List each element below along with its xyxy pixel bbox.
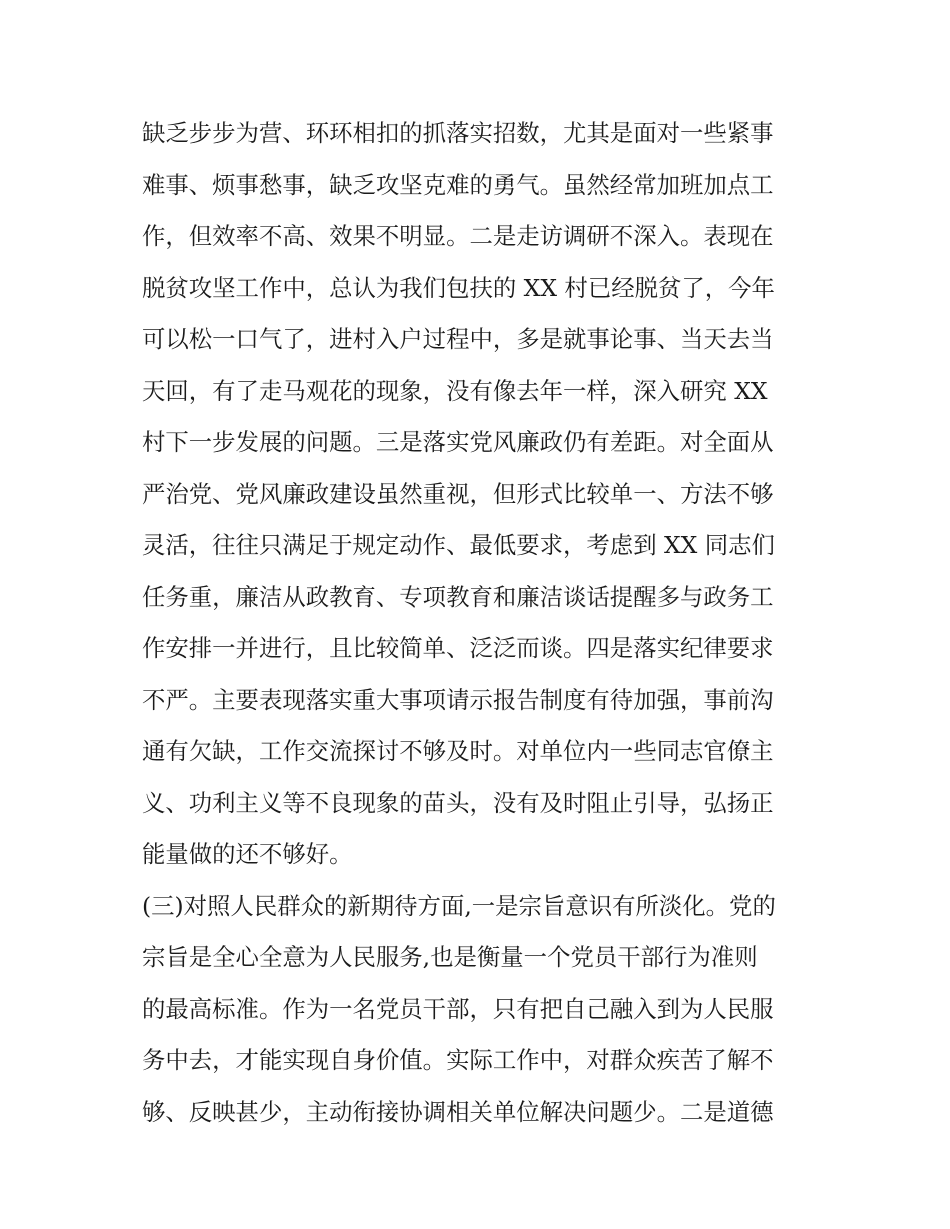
text-line: 难事、烦事愁事，缺乏攻坚克难的勇气。虽然经常加班加点工 xyxy=(142,170,774,199)
text-line: 能量做的还不够好。 xyxy=(142,840,353,868)
text-line: 义、功利主义等不良现象的苗头，没有及时阻止引导，弘扬正 xyxy=(142,788,774,817)
text-line: 天回，有了走马观花的现象，没有像去年一样，深入研究 XX xyxy=(142,376,768,405)
text-line: 宗旨是全心全意为人民服务,也是衡量一个党员干部行为准则 xyxy=(142,943,758,971)
text-line: 通有欠缺，工作交流探讨不够及时。对单位内一些同志官僚主 xyxy=(142,737,774,765)
text-line: 缺乏步步为营、环环相扣的抓落实招数，尤其是面对一些紧事 xyxy=(142,119,774,147)
text-line: 脱贫攻坚工作中，总认为我们包扶的 XX 村已经脱贫了，今年 xyxy=(142,273,775,302)
text-line: 务中去，才能实现自身价值。实际工作中，对群众疾苦了解不 xyxy=(142,1046,774,1074)
text-line: 够、反映甚少，主动衔接协调相关单位解决问题少。二是道德 xyxy=(142,1097,774,1126)
text-line: 村下一步发展的问题。三是落实党风廉政仍有差距。对全面从 xyxy=(142,428,774,456)
text-line: 不严。主要表现落实重大事项请示报告制度有待加强，事前沟 xyxy=(142,685,774,714)
text-line: 严治党、党风廉政建设虽然重视，但形式比较单一、方法不够 xyxy=(142,479,774,508)
text-line: 灵活，往往只满足于规定动作、最低要求，考虑到 XX 同志们 xyxy=(142,531,775,559)
body-text xyxy=(142,108,842,1138)
text-line: 作，但效率不高、效果不明显。二是走访调研不深入。表现在 xyxy=(142,222,774,250)
text-line: 作安排一并进行，且比较简单、泛泛而谈。四是落实纪律要求 xyxy=(142,634,774,662)
text-line: (三)对照人民群众的新期待方面,一是宗旨意识有所淡化。党的 xyxy=(142,891,776,920)
text-line: 的最高标准。作为一名党员干部，只有把自己融入到为人民服 xyxy=(142,994,774,1023)
text-line: 可以松一口气了，进村入户过程中，多是就事论事、当天去当 xyxy=(142,325,774,353)
text-line: 任务重，廉洁从政教育、专项教育和廉洁谈话提醒多与政务工 xyxy=(142,582,774,611)
